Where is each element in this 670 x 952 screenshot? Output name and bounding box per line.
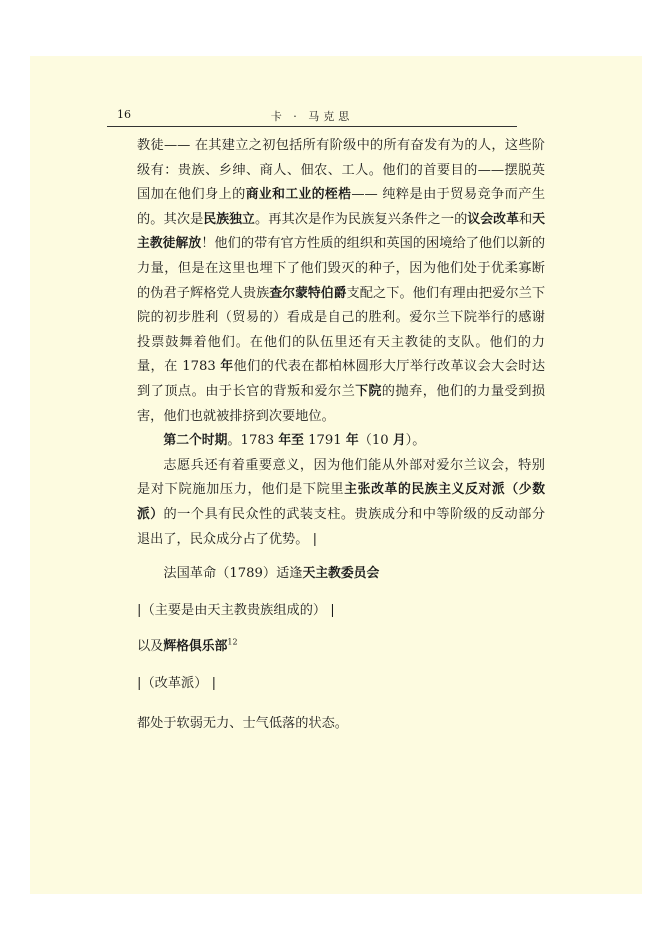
text-run: ）。 (405, 433, 426, 449)
paragraph-4 (137, 562, 545, 587)
emphasis: 天主教委员会 (302, 566, 380, 582)
emphasis: 年 (345, 433, 359, 449)
emphasis: 查尔蒙特伯爵 (269, 285, 347, 301)
body-text (137, 134, 545, 737)
text-run: 。再其次是作为民族复兴条件之一的 (254, 211, 468, 227)
running-title: 卡 · 马克思 (270, 110, 354, 123)
text-run: （10 (358, 433, 393, 449)
text-run: ！他们的带有官方性质的组织和英国的困境给了他们以新的力量，但是在这里也埋下了他们毁灭的种子，因为他们处于优柔寡断的伪君子辉格党人贵族 (137, 236, 546, 301)
paragraph-8: 都处于软弱无力、士气低落的状态。 (137, 716, 348, 732)
text-run: 1791 (303, 433, 346, 449)
emphasis: 第二个时期 (163, 433, 228, 449)
running-header (107, 104, 517, 127)
paragraph-6 (137, 635, 545, 660)
emphasis: 商业和工业的桎梏 (245, 187, 352, 203)
paragraph-3 (137, 454, 545, 552)
page-number: 16 (117, 108, 131, 121)
text-run: 。1783 (227, 433, 279, 449)
text-run: 教徒—— 在其建立之初包括所有阶级中的所有奋发有为的人，这些阶级有：贵族、乡绅、商人、佃农、工人。他们的首要目的——摆脱英国加在他们身上的 (137, 138, 545, 203)
emphasis: 年至 (278, 433, 304, 449)
text-run: 的一个具有民众性的武装支柱。贵族成分和中等阶级的反动部分退出了，民众成分占了优势。 | (137, 506, 546, 547)
paragraph-7: |（改革派） | (137, 675, 217, 691)
emphasis: 天主教徒解放 (137, 211, 546, 252)
paragraph-5: |（主要是由天主教贵族组成的） | (137, 602, 335, 618)
text-run: 他们的代表在都柏林圆形大厅举行改革议会大会时达到了顶点。由于长官的背叛和爱尔兰 (137, 359, 546, 399)
text-run: 支配之下。他们有理由把爱尔兰下院的初步胜利（贸易的）看成是自己的胜利。爱尔兰下院举行的感谢投票鼓舞着他们。在他们的队伍里还有天主教徒的支队。他们的力量，在 1783 (137, 285, 546, 375)
text-run: 以及 (137, 639, 164, 655)
text-run: —— 纯粹是由于贸易竞争而产生的。其次是 (137, 187, 546, 227)
emphasis: 月 (392, 433, 406, 449)
text-run: 和 (518, 211, 533, 227)
emphasis: 民族独立 (203, 211, 255, 227)
text-run: 的抛弃，他们的力量受到损害，他们也就被排挤到次要地位。 (137, 383, 546, 424)
paragraph-1 (137, 134, 545, 429)
emphasis: 议会改革 (467, 211, 519, 227)
emphasis: 下院 (355, 383, 382, 399)
text-run: 志愿兵还有着重要意义，因为他们能从外部对爱尔兰议会，特别是对下院施加压力，他们是下院里 (137, 457, 545, 498)
emphasis: 年 (220, 359, 234, 375)
emphasis: 辉格俱乐部 (163, 639, 228, 655)
footnote-marker: 12 (227, 637, 238, 647)
text-run: 法国革命（1789）适逢 (163, 566, 303, 582)
paragraph-2 (137, 429, 545, 454)
emphasis: 主张改革的民族主义反对派（少数派） (137, 482, 546, 522)
